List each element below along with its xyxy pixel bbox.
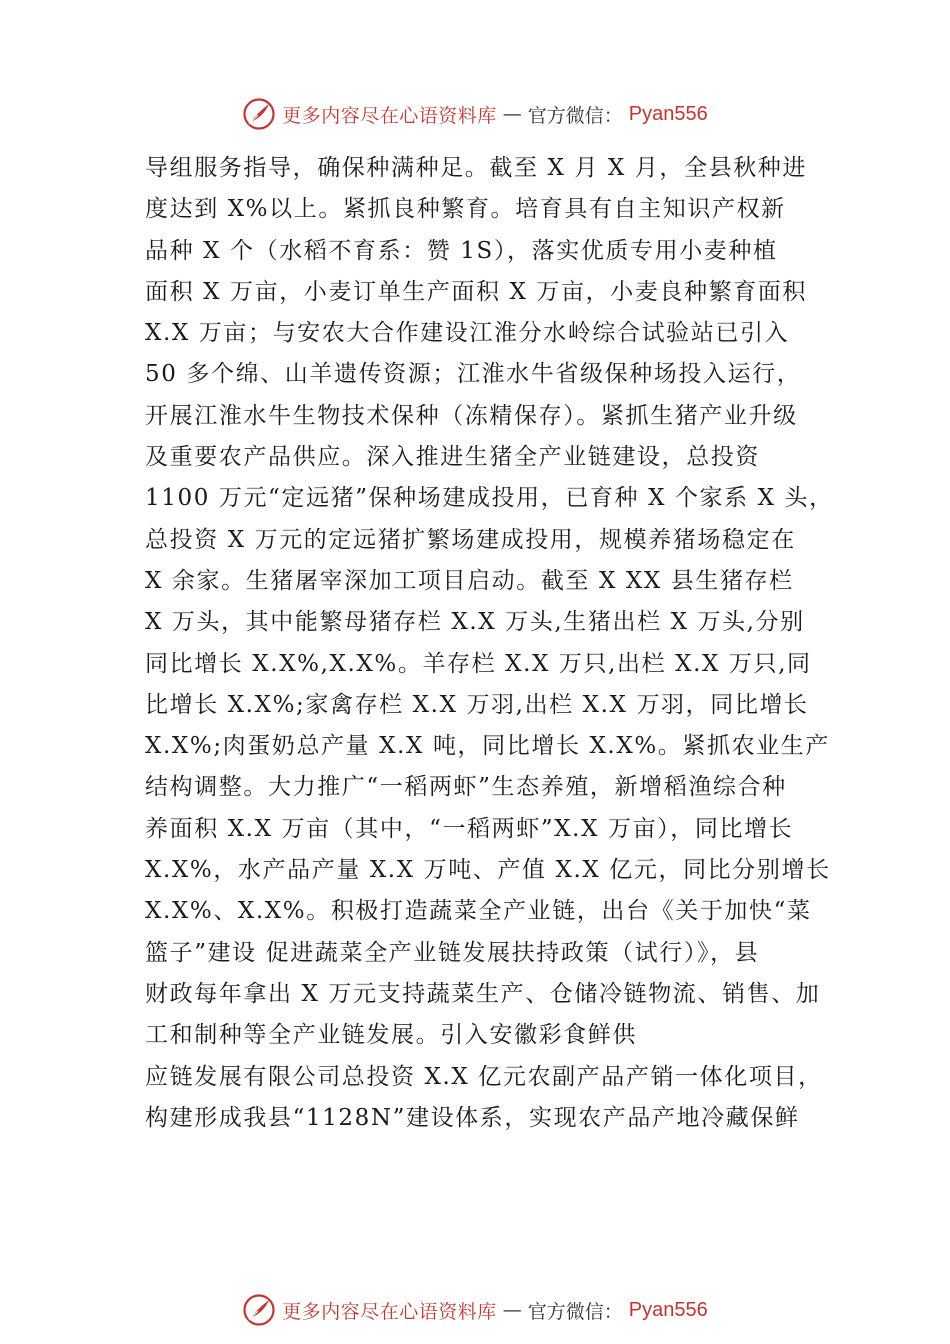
body-line: X.X 万亩；与安农大合作建设江淮分水岭综合试验站已引入 (145, 320, 790, 347)
body-line: 养面积 X.X 万亩（其中，“一稻两虾”X.X 万亩），同比增长 (145, 815, 794, 842)
body-line: X.X%，水产品产量 X.X 万吨、产值 X.X 亿元，同比分别增长 (145, 857, 831, 884)
banner-brand-text: 更多内容尽在心语资料库 (282, 1300, 497, 1323)
banner-wechat-id: Pyan556 (628, 1298, 708, 1321)
banner-dash: — (502, 1299, 522, 1321)
feather-pen-logo-icon (242, 1293, 276, 1327)
body-line: 同比增长 X.X%,X.X%。羊存栏 X.X 万只,出栏 X.X 万只,同 (145, 650, 812, 677)
body-line: 50 多个绵、山羊遗传资源；江淮水牛省级保种场投入运行， (145, 361, 802, 388)
body-line: 结构调整。大力推广“一稻两虾”生态养殖，新增稻渔综合种 (145, 774, 787, 801)
body-line: 应链发展有限公司总投资 X.X 亿元农副产品产销一体化项目， (145, 1063, 823, 1090)
banner-dash: — (502, 103, 522, 125)
body-line: X 万头，其中能繁母猪存栏 X.X 万头,生猪出栏 X 万头,分别 (145, 609, 805, 636)
body-line: 工和制种等全产业链发展。引入安徽彩食鲜供 (145, 1022, 637, 1049)
banner-wechat-label: 官方微信： (527, 104, 623, 127)
body-line: 品种 X 个（水稻不育系：赞 1S），落实优质专用小麦种植 (145, 237, 778, 264)
banner-wechat-label: 官方微信： (527, 1300, 623, 1323)
footer-banner (0, 1290, 950, 1330)
body-line: 总投资 X 万元的定远猪扩繁场建成投用，规模养猪场稳定在 (145, 526, 796, 553)
body-line: 面积 X 万亩，小麦订单生产面积 X 万亩，小麦良种繁育面积 (145, 278, 807, 305)
body-line: X 余家。生猪屠宰深加工项目启动。截至 X XX 县生猪存栏 (145, 567, 794, 594)
body-line: 构建形成我县“1128N”建设体系，实现农产品产地冷藏保鲜 (145, 1104, 800, 1131)
body-line: X.X%、X.X%。积极打造蔬菜全产业链，出台《关于加快“菜 (145, 898, 812, 925)
banner-wechat-id: Pyan556 (628, 102, 708, 125)
body-line: 开展江淮水牛生物技术保种（冻精保存）。紧抓生猪产业升级 (145, 402, 798, 429)
banner-brand-text: 更多内容尽在心语资料库 (282, 104, 497, 127)
body-line: 及重要农产品供应。深入推进生猪全产业链建设，总投资 (145, 444, 760, 471)
body-line: 篮子”建设 促进蔬菜全产业链发展扶持政策（试行）》，县 (145, 939, 760, 966)
body-line: 度达到 X%以上。紧抓良种繁育。培育具有自主知识产权新 (145, 196, 786, 223)
body-line: X.X%;肉蛋奶总产量 X.X 吨，同比增长 X.X%。紧抓农业生产 (145, 733, 830, 760)
header-banner (0, 94, 950, 134)
document-body (145, 148, 845, 1139)
feather-pen-logo-icon (242, 97, 276, 131)
body-line: 比增长 X.X%;家禽存栏 X.X 万羽,出栏 X.X 万羽，同比增长 (145, 691, 809, 718)
body-line: 导组服务指导，确保种满种足。截至 X 月 X 月，全县秋种进 (145, 155, 807, 181)
body-line: 1100 万元“定远猪”保种场建成投用，已育种 X 个家系 X 头， (145, 485, 834, 512)
body-line: 财政每年拿出 X 万元支持蔬菜生产、仓储冷链物流、销售、加 (145, 980, 821, 1007)
